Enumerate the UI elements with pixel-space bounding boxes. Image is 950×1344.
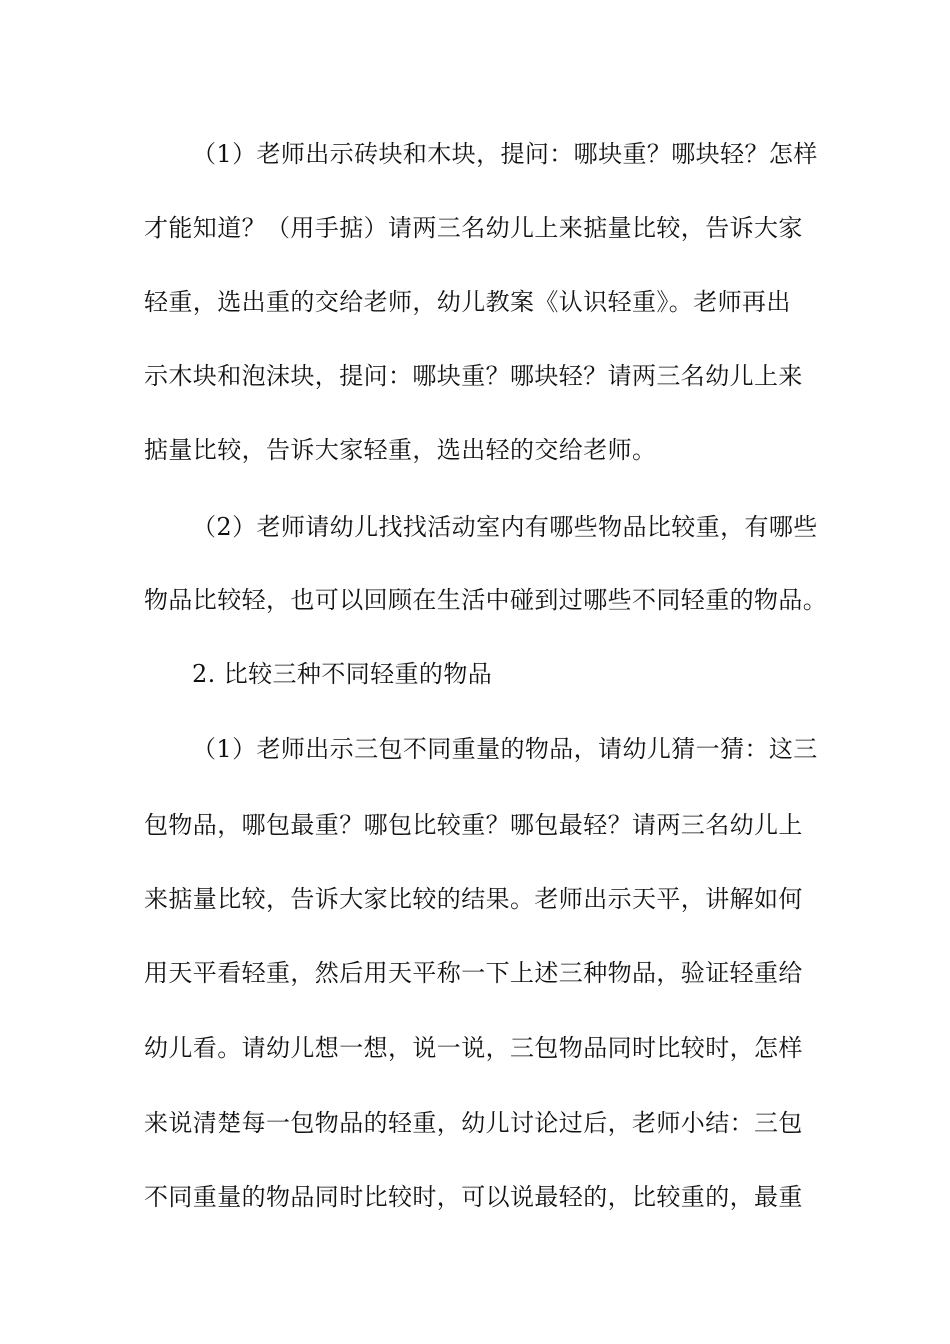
paragraph-2-line-1: （2）老师请幼儿找找活动室内有哪些物品比较重，有哪些	[192, 513, 818, 541]
paragraph-2-line-2: 物品比较轻，也可以回顾在生活中碰到过哪些不同轻重的物品。	[144, 586, 828, 614]
paragraph-3-line-5: 幼儿看。请幼儿想一想，说一说，三包物品同时比较时，怎样	[144, 1034, 803, 1062]
paragraph-3-line-6: 来说清楚每一包物品的轻重，幼儿讨论过后，老师小结：三包	[144, 1109, 803, 1137]
paragraph-3-line-7: 不同重量的物品同时比较时，可以说最轻的，比较重的，最重	[144, 1183, 803, 1211]
paragraph-1-line-3: 轻重，选出重的交给老师，幼儿教案《认识轻重》。老师再出	[144, 288, 791, 316]
paragraph-1-line-2: 才能知道？（用手掂）请两三名幼儿上来掂量比较，告诉大家	[144, 214, 803, 242]
paragraph-1-line-5: 掂量比较，告诉大家轻重，选出轻的交给老师。	[144, 436, 657, 464]
paragraph-1-line-1: （1）老师出示砖块和木块，提问：哪块重？哪块轻？怎样	[192, 140, 818, 168]
paragraph-3-line-1: （1）老师出示三包不同重量的物品，请幼儿猜一猜：这三	[192, 735, 818, 763]
section-heading: 2. 比较三种不同轻重的物品	[192, 660, 493, 688]
paragraph-1-line-4: 示木块和泡沫块，提问：哪块重？哪块轻？请两三名幼儿上来	[144, 362, 803, 390]
paragraph-3-line-3: 来掂量比较，告诉大家比较的结果。老师出示天平，讲解如何	[144, 885, 803, 913]
paragraph-3-line-2: 包物品，哪包最重？哪包比较重？哪包最轻？请两三名幼儿上	[144, 811, 803, 839]
paragraph-3-line-4: 用天平看轻重，然后用天平称一下上述三种物品，验证轻重给	[144, 959, 803, 987]
